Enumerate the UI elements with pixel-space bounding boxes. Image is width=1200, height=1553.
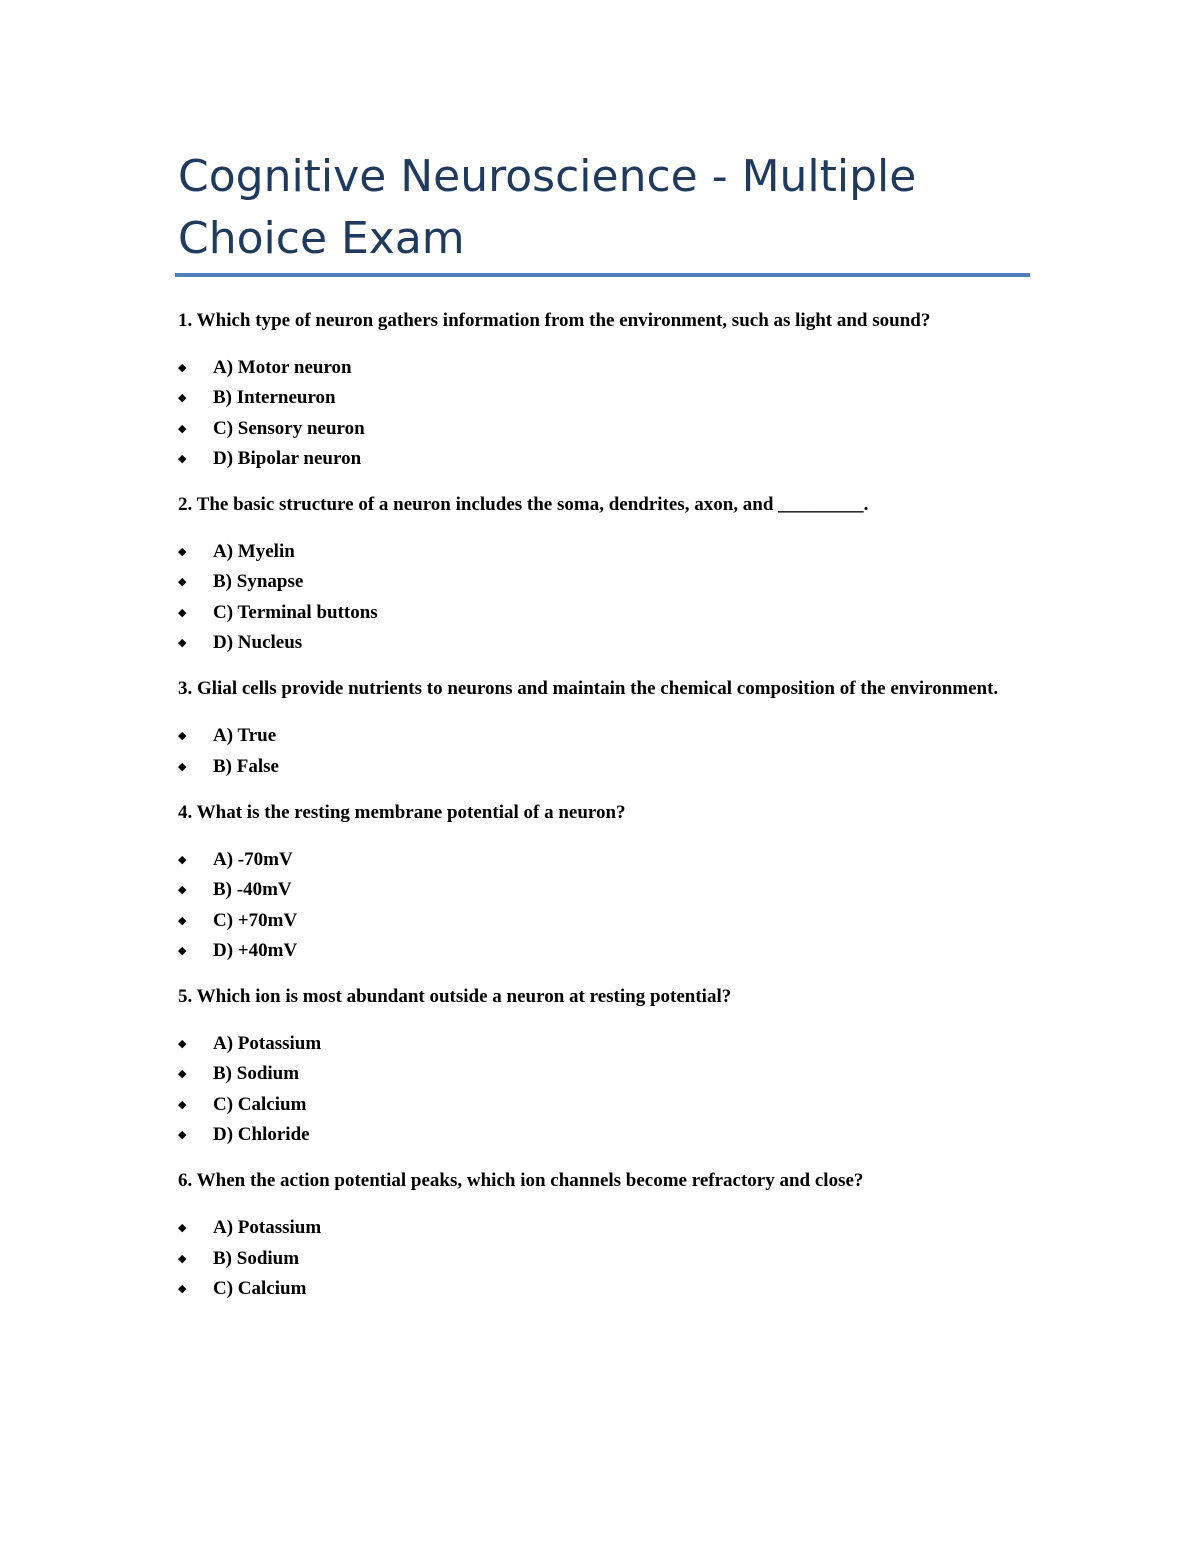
answer-option (178, 353, 1008, 383)
answer-option-label: B) Interneuron (213, 387, 336, 409)
question-text: 2. The basic structure of a neuron includes the soma, dendrites, axon, and _________. (178, 494, 869, 516)
diamond-bullet-icon: ◆ (178, 729, 187, 743)
answer-option (178, 1244, 1008, 1274)
diamond-bullet-icon: ◆ (178, 1281, 187, 1295)
answer-options (178, 1213, 1008, 1304)
title-divider (175, 273, 1030, 277)
answer-option-label: C) +70mV (213, 909, 298, 931)
answer-option (178, 1059, 1008, 1089)
diamond-bullet-icon: ◆ (178, 1097, 187, 1111)
answer-option (178, 628, 1008, 658)
answer-option-label: A) Potassium (213, 1217, 322, 1239)
answer-option-label: B) Sodium (213, 1247, 300, 1269)
diamond-bullet-icon: ◆ (178, 391, 187, 405)
answer-option (178, 598, 1008, 628)
diamond-bullet-icon: ◆ (178, 1221, 187, 1235)
answer-option-label: B) Synapse (213, 571, 304, 593)
diamond-bullet-icon: ◆ (178, 451, 187, 465)
answer-options (178, 537, 1008, 658)
answer-option (178, 936, 1008, 966)
answer-option-label: D) Chloride (213, 1124, 310, 1146)
answer-option-label: C) Calcium (213, 1277, 307, 1299)
diamond-bullet-icon: ◆ (178, 1067, 187, 1081)
answer-option-label: A) -70mV (213, 848, 293, 870)
question-text: 4. What is the resting membrane potential of a neuron? (178, 801, 626, 823)
diamond-bullet-icon: ◆ (178, 575, 187, 589)
answer-options (178, 1029, 1008, 1150)
questions-list (178, 306, 1008, 1320)
answer-option (178, 537, 1008, 567)
diamond-bullet-icon: ◆ (178, 943, 187, 957)
question-text: 3. Glial cells provide nutrients to neurons and maintain the chemical composition of the environment. (178, 678, 999, 700)
answer-option (178, 721, 1008, 751)
answer-option-label: B) Sodium (213, 1063, 300, 1085)
answer-option-label: A) True (213, 725, 277, 747)
diamond-bullet-icon: ◆ (178, 913, 187, 927)
document-title (178, 146, 1038, 270)
answer-option (178, 752, 1008, 782)
answer-option (178, 567, 1008, 597)
title-block (178, 146, 1038, 270)
diamond-bullet-icon: ◆ (178, 1251, 187, 1265)
answer-option (178, 845, 1008, 875)
answer-option-label: C) Sensory neuron (213, 417, 365, 439)
title-line-1: Cognitive Neuroscience - Multiple (178, 151, 917, 202)
answer-options (178, 845, 1008, 966)
diamond-bullet-icon: ◆ (178, 1037, 187, 1051)
diamond-bullet-icon: ◆ (178, 605, 187, 619)
diamond-bullet-icon: ◆ (178, 545, 187, 559)
diamond-bullet-icon: ◆ (178, 1128, 187, 1142)
answer-option (178, 383, 1008, 413)
answer-options (178, 721, 1008, 782)
answer-option (178, 906, 1008, 936)
answer-option (178, 414, 1008, 444)
answer-option-label: B) -40mV (213, 879, 292, 901)
answer-option-label: A) Myelin (213, 541, 295, 563)
answer-option (178, 1213, 1008, 1243)
answer-option (178, 444, 1008, 474)
question-text: 1. Which type of neuron gathers information from the environment, such as light and sound? (178, 310, 931, 331)
answer-option (178, 875, 1008, 905)
answer-option (178, 1274, 1008, 1304)
diamond-bullet-icon: ◆ (178, 636, 187, 650)
answer-option (178, 1090, 1008, 1120)
answer-option-label: D) Bipolar neuron (213, 447, 362, 469)
answer-option (178, 1029, 1008, 1059)
diamond-bullet-icon: ◆ (178, 421, 187, 435)
answer-option-label: D) Nucleus (213, 632, 303, 654)
diamond-bullet-icon: ◆ (178, 759, 187, 773)
question-text: 6. When the action potential peaks, which ion channels become refractory and close? (178, 1170, 864, 1192)
diamond-bullet-icon: ◆ (178, 852, 187, 866)
title-line-2: Choice Exam (178, 213, 465, 264)
question-text: 5. Which ion is most abundant outside a neuron at resting potential? (178, 986, 732, 1008)
answer-option-label: C) Terminal buttons (213, 601, 378, 623)
answer-option (178, 1120, 1008, 1150)
answer-option-label: C) Calcium (213, 1093, 307, 1115)
diamond-bullet-icon: ◆ (178, 361, 187, 374)
diamond-bullet-icon: ◆ (178, 883, 187, 897)
answer-options (178, 353, 1008, 474)
answer-option-label: A) Potassium (213, 1033, 322, 1055)
answer-option-label: A) Motor neuron (213, 357, 352, 378)
answer-option-label: B) False (213, 755, 279, 777)
answer-option-label: D) +40mV (213, 939, 298, 961)
